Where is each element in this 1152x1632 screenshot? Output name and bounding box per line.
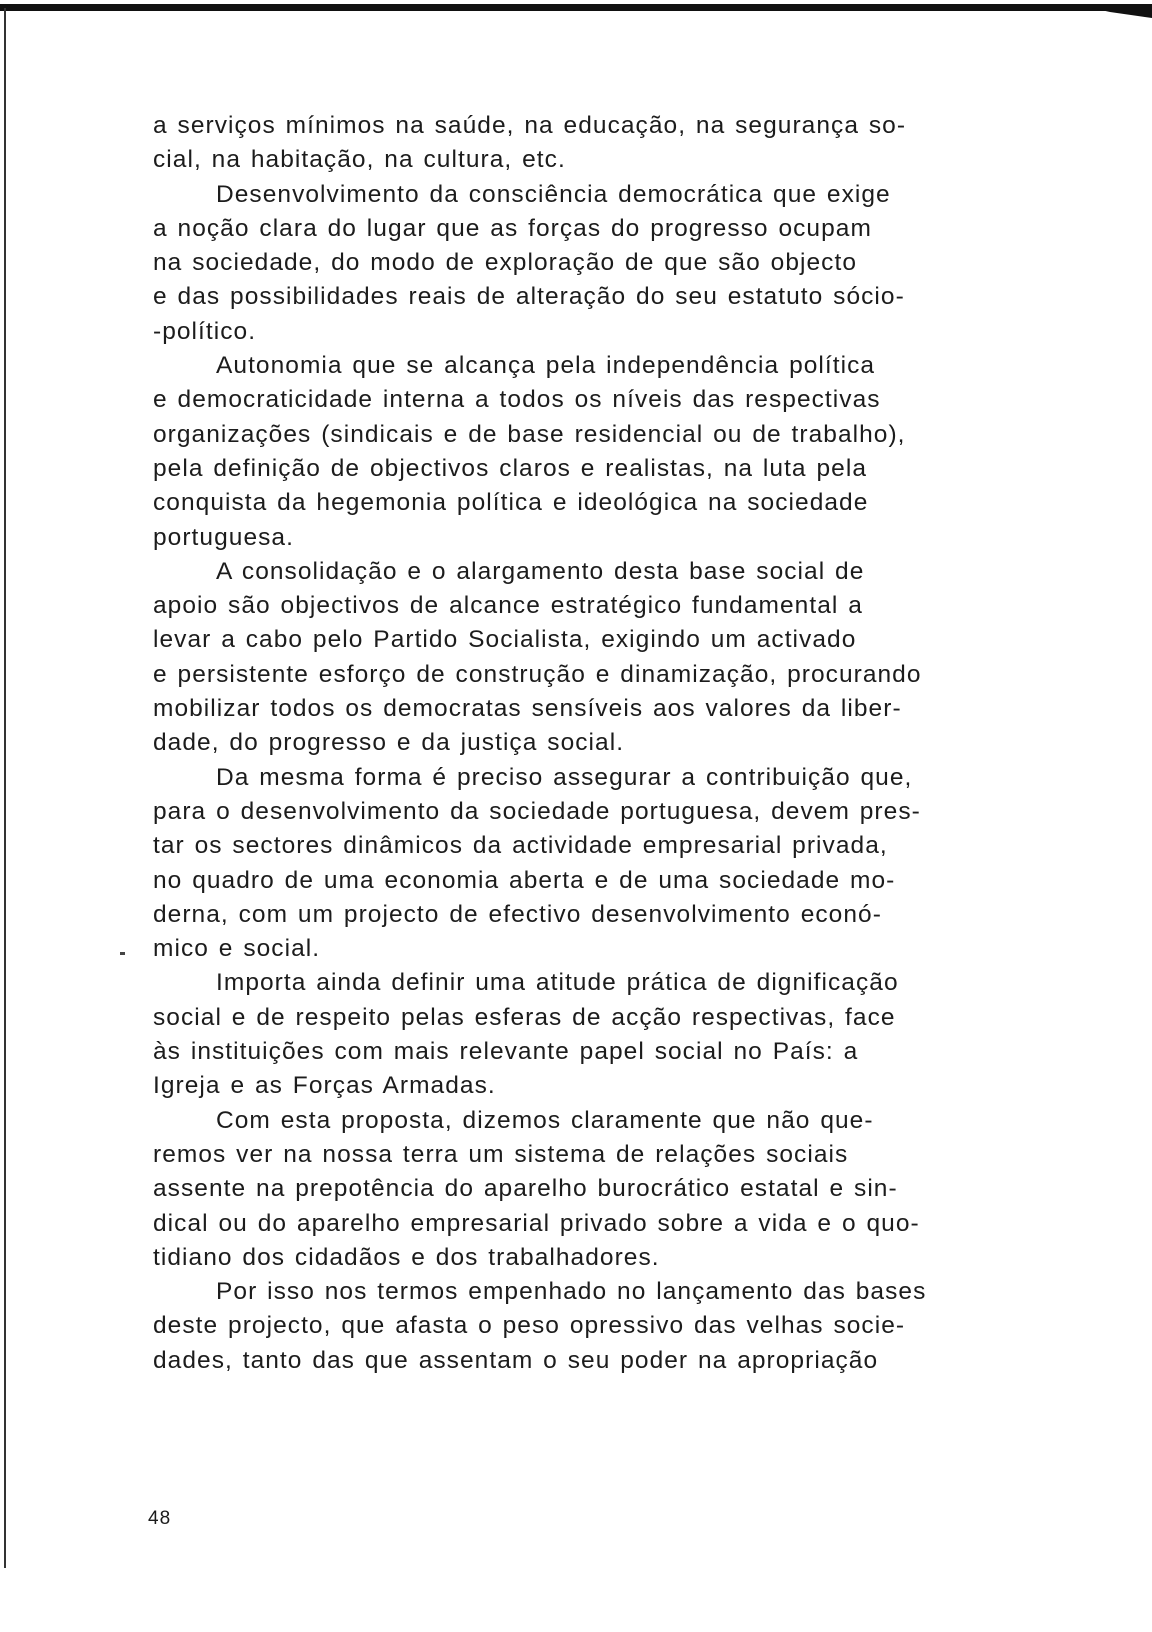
paragraph-autonomia: Autonomia que se alcança pela independência política e democraticidade interna a todos os níveis das respectivas organizações (sindicais e de base residencial ou de trabalho), pela definição de objectivos claros e realistas, na luta pela conquista da hegemonia política e ideológica na sociedade portuguesa.	[153, 352, 906, 551]
scan-left-border	[4, 8, 6, 1568]
paragraph-proposta: Com esta proposta, dizemos claramente que não que- remos ver na nossa terra um sistema de relações sociais assente na prepotência do aparelho burocrático estatal e sin- dical ou do aparelho empresarial privado sobre a vida e o quo- tidiano dos cidadãos e dos trabalhadores.	[153, 1106, 920, 1271]
paragraph-contribuicao-empresarial: Da mesma forma é preciso assegurar a contribuição que, para o desenvolvimento da sociedade portuguesa, devem pres- tar os sectores dinâmicos da actividade empresarial privada, no quadro de uma economia aberta e de uma sociedade mo- derna, com um projecto de efectivo desenvolvimento econó- mico e social.	[153, 763, 921, 963]
paragraph-instituicoes: Importa ainda definir uma atitude prática de dignificação social e de respeito pelas esferas de acção respectivas, face às instituições com mais relevante papel social no País: a Igreja e as Forças Armadas.	[153, 969, 899, 1100]
scan-top-notch	[1092, 8, 1152, 18]
page-number: 48	[148, 1508, 172, 1529]
paragraph-consciencia-democratica: Desenvolvimento da consciência democrática que exige a noção clara do lugar que as forças do progresso ocupam na sociedade, do modo de exploração de que são objecto e das possibilidades reais de alteração do seu estatuto sócio- -político.	[153, 180, 905, 345]
margin-mark	[120, 952, 125, 955]
paragraph-projecto: Por isso nos termos empenhado no lançamento das bases deste projecto, que afasta o peso opressivo das velhas socie- dades, tanto das que assentam o seu poder na apropriação	[153, 1278, 927, 1374]
paragraph-consolidacao: A consolidação e o alargamento desta base social de apoio são objectivos de alcance estratégico fundamental a levar a cabo pelo Partido Socialista, exigindo um activado e persistente esforço de construção e dinamização, procurando mobilizar todos os democratas sensíveis aos valores da liber- dade, do progresso e da justiça social.	[153, 557, 922, 757]
scan-top-border	[0, 4, 1152, 11]
paragraph-continuation: a serviços mínimos na saúde, na educação, na segurança so- cial, na habitação, na cultura, etc.	[153, 112, 907, 174]
page-body-text	[153, 109, 944, 1378]
